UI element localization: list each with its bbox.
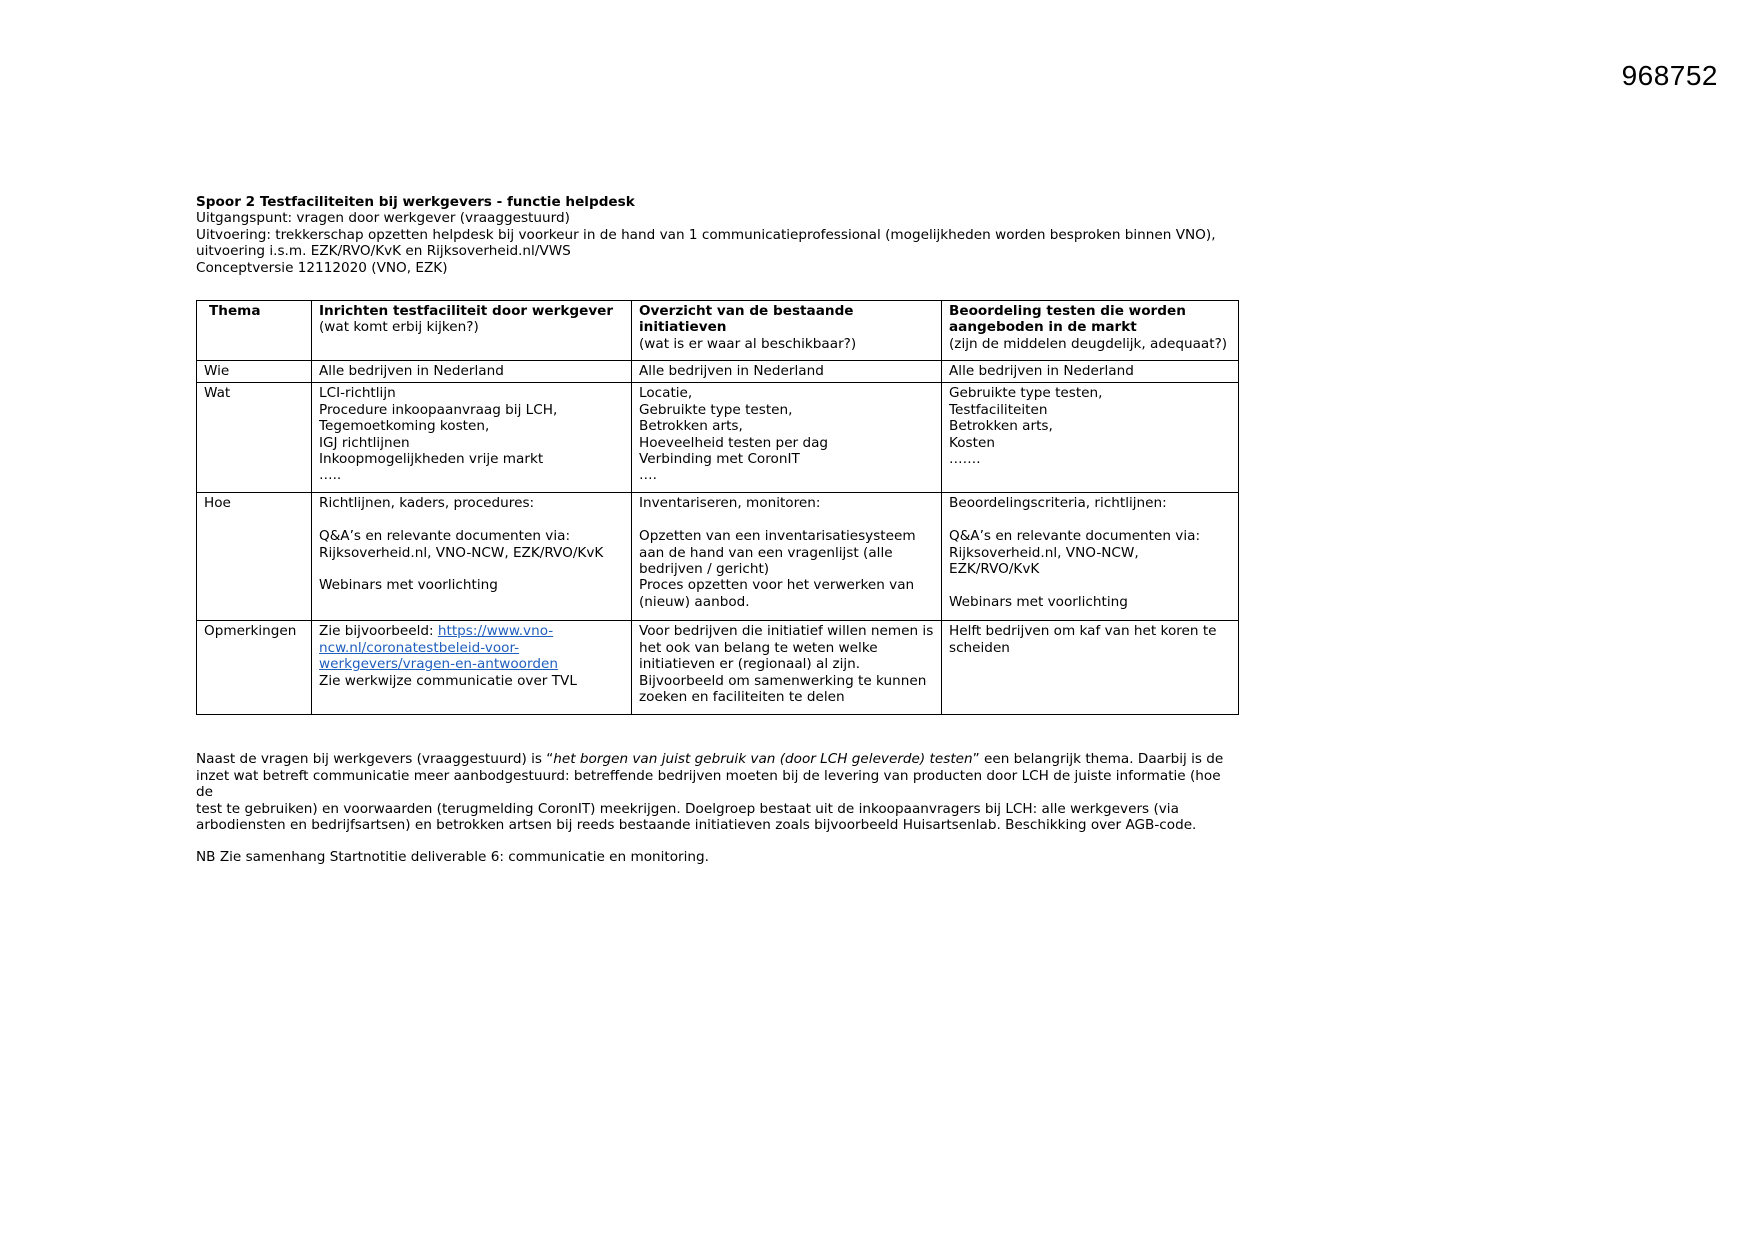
cell-line: ….. xyxy=(319,467,342,484)
cell-line: Locatie, xyxy=(639,385,693,402)
header-cell-thema: Thema xyxy=(197,301,312,361)
header-cell-overzicht xyxy=(632,301,942,361)
paragraph-text: ” een belangrijk thema. Daarbij is de xyxy=(972,751,1224,768)
cell-line xyxy=(949,577,1231,593)
header-cell-beoordeling xyxy=(942,301,1239,361)
cell-line: zoeken en faciliteiten te delen xyxy=(639,689,845,706)
header-cell-inrichten xyxy=(312,301,632,361)
vno-ncw-link[interactable]: https://www.vno- xyxy=(437,623,554,640)
cell-line xyxy=(639,512,934,528)
cell-line: Betrokken arts, xyxy=(949,418,1053,435)
cell-hoe-overzicht xyxy=(632,493,942,621)
nb-note: NB Zie samenhang Startnotitie deliverable 6: communicatie en monitoring. xyxy=(196,849,709,866)
link-prefix: Zie bijvoorbeeld: xyxy=(319,623,438,640)
header-line-conceptversie: Conceptversie 12112020 (VNO, EZK) xyxy=(196,259,448,276)
cell-wie-overzicht: Alle bedrijven in Nederland xyxy=(632,361,942,383)
cell-wie-beoordeling: Alle bedrijven in Nederland xyxy=(942,361,1239,383)
cell-line: het ook van belang te weten welke xyxy=(639,639,878,656)
cell-line: EZK/RVO/KvK xyxy=(949,561,1040,578)
column-subtitle: (wat komt erbij kijken?) xyxy=(319,319,479,336)
cell-line: Inventariseren, monitoren: xyxy=(639,495,821,512)
table-row-opmerkingen xyxy=(197,621,1239,715)
closing-paragraph xyxy=(196,751,1238,833)
cell-line: Gebruikte type testen, xyxy=(639,401,793,418)
paragraph-line: arbodiensten en bedrijfsartsen) en betrokken artsen bij reeds bestaande initiatieven zoals bijvoorbeeld Huisartsenlab. Beschikking over AGB-code. xyxy=(196,817,1197,834)
vno-ncw-link[interactable]: werkgevers/vragen-en-antwoorden xyxy=(319,656,558,673)
cell-wie-inrichten: Alle bedrijven in Nederland xyxy=(312,361,632,383)
row-label-opmerkingen: Opmerkingen xyxy=(197,621,312,715)
cell-opmerkingen-overzicht xyxy=(632,621,942,715)
paragraph-text: Naast de vragen bij werkgevers (vraaggestuurd) is “ xyxy=(196,751,554,768)
row-label-hoe: Hoe xyxy=(197,493,312,621)
cell-wat-overzicht xyxy=(632,383,942,493)
column-title: Overzicht van de bestaande initiatieven xyxy=(639,303,854,336)
header-line-uitvoering: Uitvoering: trekkerschap opzetten helpdesk bij voorkeur in de hand van 1 communicatieprofessional (mogelijkheden worden besproken binnen VNO), xyxy=(196,226,1216,243)
cell-opmerkingen-beoordeling xyxy=(942,621,1239,715)
cell-line: Betrokken arts, xyxy=(639,418,743,435)
document-body xyxy=(196,194,1238,866)
cell-line: Q&A’s en relevante documenten via: xyxy=(319,528,571,545)
cell-line: Voor bedrijven die initiatief willen nemen is xyxy=(639,623,934,640)
cell-line: Testfaciliteiten xyxy=(949,401,1048,418)
table-header-row xyxy=(197,301,1239,361)
cell-line: aan de hand van een vragenlijst (alle xyxy=(639,544,893,561)
cell-line: Helft bedrijven om kaf van het koren te xyxy=(949,623,1217,640)
thema-table xyxy=(196,300,1239,715)
cell-line: Kosten xyxy=(949,434,995,451)
document-title: Spoor 2 Testfaciliteiten bij werkgevers - functie helpdesk xyxy=(196,194,635,210)
cell-line: scheiden xyxy=(949,639,1010,656)
cell-line: ……. xyxy=(949,451,981,468)
cell-line: Bijvoorbeeld om samenwerking te kunnen xyxy=(639,672,927,689)
header-line-uitgangspunt: Uitgangspunt: vragen door werkgever (vraaggestuurd) xyxy=(196,210,570,227)
cell-line xyxy=(949,512,1231,528)
paragraph-line: test te gebruiken) en voorwaarden (terugmelding CoronIT) meekrijgen. Doelgroep bestaat uit de inkoopaanvragers bij LCH: alle werkgevers (via xyxy=(196,800,1179,817)
cell-line: Beoordelingscriteria, richtlijnen: xyxy=(949,495,1167,512)
cell-hoe-beoordeling xyxy=(942,493,1239,621)
cell-line: Richtlijnen, kaders, procedures: xyxy=(319,495,535,512)
table-row-wat xyxy=(197,383,1239,493)
cell-opmerkingen-inrichten xyxy=(312,621,632,715)
vno-ncw-link[interactable]: ncw.nl/coronatestbeleid-voor- xyxy=(319,639,520,656)
cell-line: Gebruikte type testen, xyxy=(949,385,1103,402)
cell-line xyxy=(319,640,624,656)
cell-line xyxy=(319,561,624,577)
cell-line: Rijksoverheid.nl, VNO-NCW, EZK/RVO/KvK xyxy=(319,544,604,561)
cell-line: Verbinding met CoronIT xyxy=(639,451,800,468)
cell-line: Tegemoetkoming kosten, xyxy=(319,418,490,435)
cell-line: Proces opzetten voor het verwerken van xyxy=(639,577,915,594)
cell-line: (nieuw) aanbod. xyxy=(639,593,750,610)
table-row-wie xyxy=(197,361,1239,383)
paragraph-line: inzet wat betreft communicatie meer aanbodgestuurd: betreffende bedrijven moeten bij de levering van producten door LCH de juiste informatie (hoe de xyxy=(196,767,1221,801)
column-subtitle: (zijn de middelen deugdelijk, adequaat?) xyxy=(949,335,1228,352)
cell-line: Webinars met voorlichting xyxy=(949,593,1128,610)
cell-line: Rijksoverheid.nl, VNO-NCW, xyxy=(949,544,1139,561)
column-title: Inrichten testfaciliteit door werkgever xyxy=(319,303,614,320)
cell-line: IGJ richtlijnen xyxy=(319,434,410,451)
document-number: 968752 xyxy=(1621,60,1718,91)
cell-line: Q&A’s en relevante documenten via: xyxy=(949,528,1201,545)
paragraph-line xyxy=(196,751,1238,767)
cell-wat-beoordeling xyxy=(942,383,1239,493)
cell-line: …. xyxy=(639,467,657,484)
cell-line: Hoeveelheid testen per dag xyxy=(639,434,829,451)
row-label-wat: Wat xyxy=(197,383,312,493)
header-line-uitvoering-cont: uitvoering i.s.m. EZK/RVO/KvK en Rijksoverheid.nl/VWS xyxy=(196,243,571,260)
cell-line: Inkoopmogelijkheden vrije markt xyxy=(319,451,544,468)
cell-line: Zie werkwijze communicatie over TVL xyxy=(319,672,577,689)
cell-line: LCI-richtlijn xyxy=(319,385,396,402)
cell-line xyxy=(319,623,624,639)
cell-line: Webinars met voorlichting xyxy=(319,577,498,594)
cell-wat-inrichten xyxy=(312,383,632,493)
cell-line: initiatieven er (regionaal) al zijn. xyxy=(639,656,861,673)
cell-line: bedrijven / gericht) xyxy=(639,561,770,578)
row-label-wie: Wie xyxy=(197,361,312,383)
document-header xyxy=(196,194,1238,276)
cell-line xyxy=(319,512,624,528)
column-subtitle: (wat is er waar al beschikbaar?) xyxy=(639,335,857,352)
table-row-hoe xyxy=(197,493,1239,621)
cell-line: Procedure inkoopaanvraag bij LCH, xyxy=(319,401,558,418)
cell-line: Opzetten van een inventarisatiesysteem xyxy=(639,528,916,545)
column-title: Beoordeling testen die worden aangeboden in de markt xyxy=(949,303,1186,336)
paragraph-emphasis: het borgen van juist gebruik van (door LCH geleverde) testen xyxy=(553,751,973,768)
cell-hoe-inrichten xyxy=(312,493,632,621)
cell-line xyxy=(319,656,624,672)
